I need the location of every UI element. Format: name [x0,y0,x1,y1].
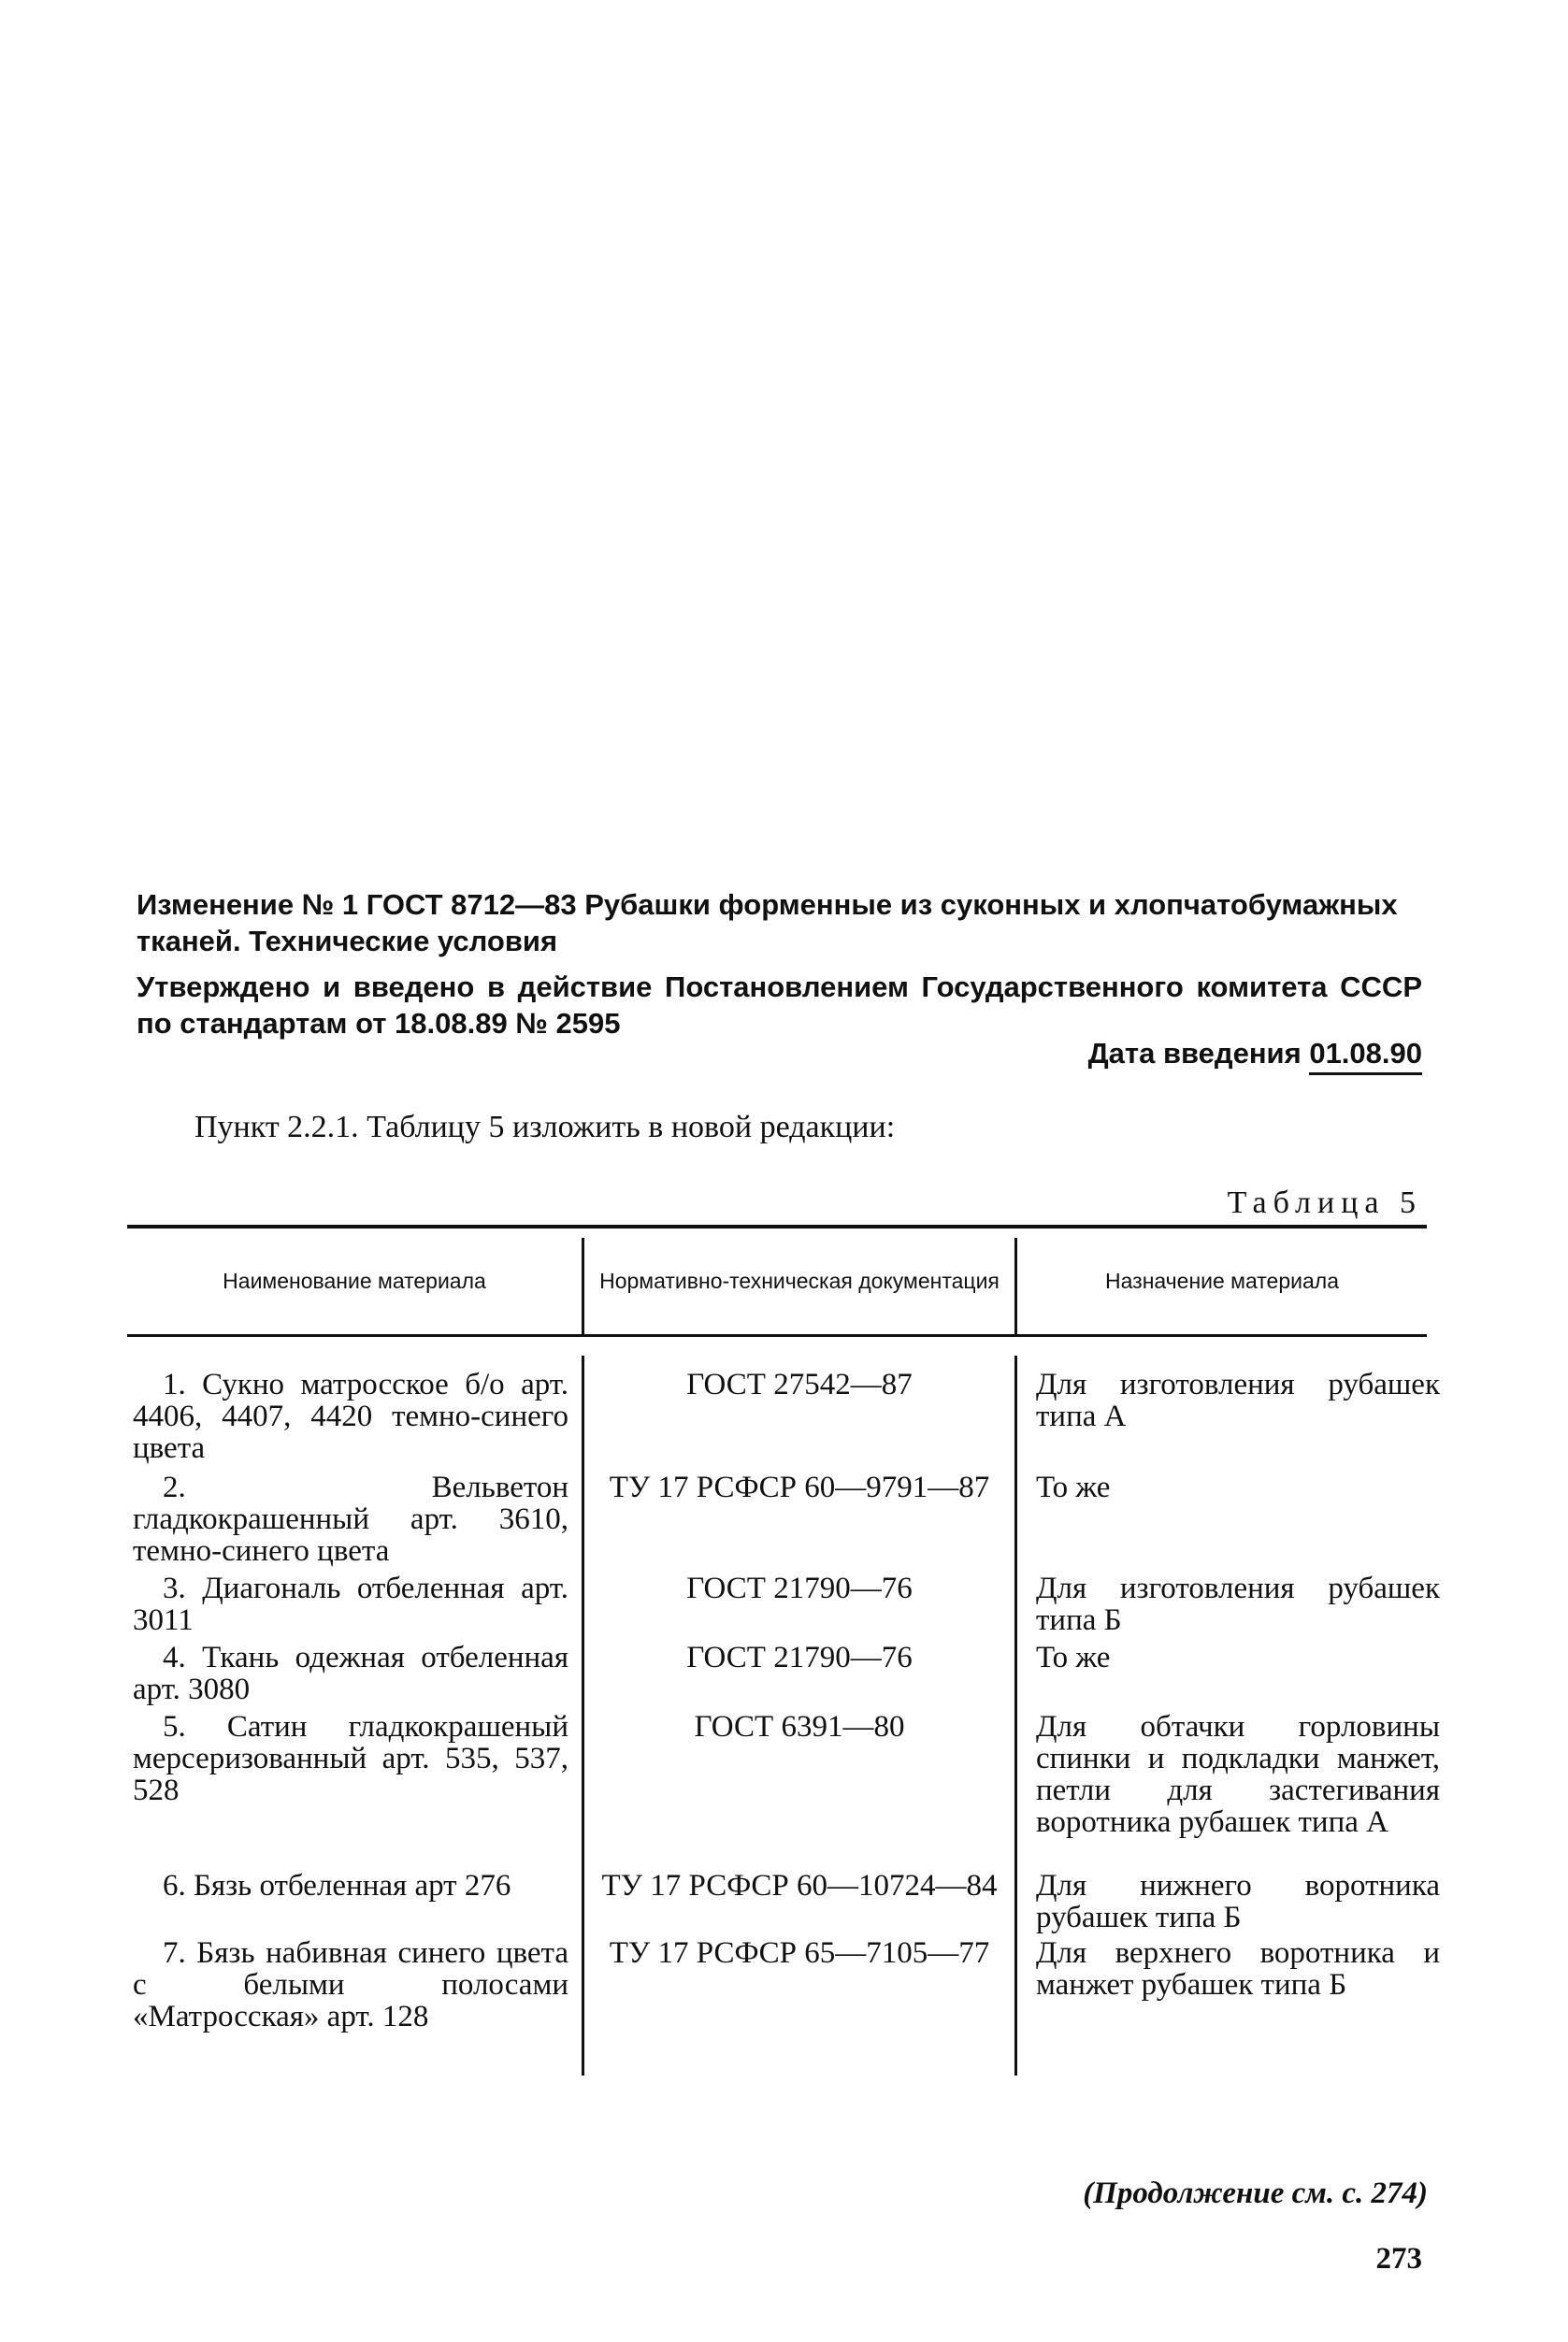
row-7-purpose: Для верхнего воротника и манжет рубашек типа Б [1036,1936,1440,2002]
row-6-purpose: Для нижнего воротника рубашек типа Б [1036,1869,1440,1934]
header-purpose: Назначение материала [1105,1269,1339,1293]
page-number: 273 [1375,2242,1422,2276]
row-4-documentation: ГОСТ 21790—76 [686,1641,913,1674]
row-3-purpose: Для изготовления рубашек типа Б [1036,1572,1440,1637]
document-heading: Изменение № 1 ГОСТ 8712—83 Рубашки форменные из суконных и хлопчатобумажных тканей. Технические условия [137,888,1398,957]
row-3-documentation: ГОСТ 21790—76 [686,1572,913,1605]
header-documentation: Нормативно-техническая документация [599,1269,1000,1293]
header-bottom-rule [127,1334,1427,1337]
intro-date-label: Дата введения [1087,1037,1302,1070]
intro-date-value: 01.08.90 [1309,1037,1422,1075]
row-7-documentation: ТУ 17 РСФСР 65—7105—77 [609,1936,990,1970]
row-1-documentation: ГОСТ 27542—87 [686,1368,913,1401]
row-7-material: 7. Бязь набивная синего цвета с белыми полосами «Матросская» арт. 128 [133,1936,568,2033]
row-1-material: 1. Сукно матросское б/о арт. 4406, 4407, 4420 темно-синего цвета [133,1368,568,1465]
row-5-purpose: Для обтачки горловины спинки и подкладки манжет, петли для застегивания воротника рубашек типа А [1036,1710,1440,1839]
intro-date [1088,1037,1422,1075]
row-4-material: 4. Ткань одежная отбеленная арт. 3080 [133,1641,568,1706]
row-2-documentation: ТУ 17 РСФСР 60—9791—87 [609,1471,990,1504]
row-4-purpose: То же [1036,1641,1111,1674]
row-1-purpose: Для изготовления рубашек типа А [1036,1368,1440,1433]
column-divider [1014,1356,1017,2076]
table-caption: Таблица 5 [1227,1185,1422,1220]
row-2-purpose: То же [1036,1471,1111,1504]
instruction-text: Пункт 2.2.1. Таблицу 5 изложить в новой редакции: [194,1110,896,1144]
row-2-material: 2. Вельветон гладкокрашенный арт. 3610, темно-синего цвета [133,1471,568,1568]
continuation-note: (Продолжение см. с. 274) [1083,2177,1428,2210]
row-6-material: 6. Бязь отбеленная арт 276 [163,1869,511,1903]
materials-table [127,1225,1440,2066]
approval-statement: Утверждено и введено в действие Постановлением Государственного комитета СССР по стандартам от 18.08.89 № 2595 [137,970,1422,1040]
row-6-documentation: ТУ 17 РСФСР 60—10724—84 [601,1869,998,1903]
header-material-name: Наименование материала [223,1269,486,1293]
row-5-material: 5. Сатин гладкокрашеный мерсеризованный арт. 535, 537, 528 [133,1710,568,1807]
row-3-material: 3. Диагональ отбеленная арт. 3011 [133,1572,568,1637]
row-5-documentation: ГОСТ 6391—80 [694,1710,905,1744]
